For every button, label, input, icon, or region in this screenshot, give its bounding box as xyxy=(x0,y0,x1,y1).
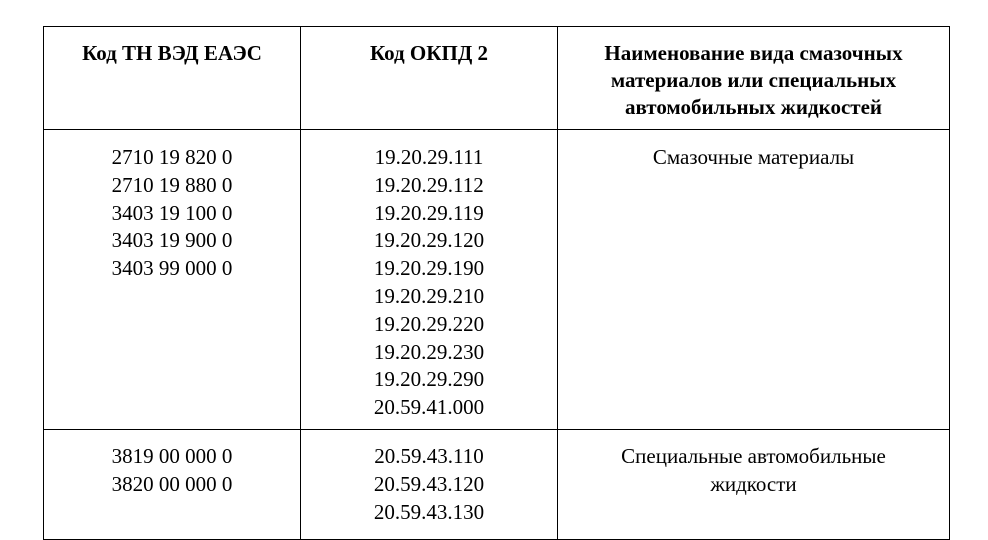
okpd-code: 20.59.43.130 xyxy=(373,499,485,524)
cell-name xyxy=(558,130,950,430)
cell-okpd xyxy=(301,130,558,430)
okpd-code: 19.20.29.220 xyxy=(373,311,485,336)
header-tn-ved xyxy=(44,27,301,130)
material-name: Смазочные материалы xyxy=(652,145,855,169)
tn-ved-code: 2710 19 880 0 xyxy=(111,172,233,197)
okpd-code: 19.20.29.290 xyxy=(373,367,485,392)
cell-tn-ved xyxy=(44,430,301,540)
table-row xyxy=(44,430,950,540)
tn-ved-code: 3403 99 000 0 xyxy=(111,256,233,281)
header-name xyxy=(558,27,950,130)
okpd-code: 19.20.29.120 xyxy=(373,228,485,253)
okpd-code: 20.59.43.120 xyxy=(373,471,485,496)
okpd-code: 19.20.29.210 xyxy=(373,283,485,308)
okpd-code: 19.20.29.230 xyxy=(373,339,485,364)
tn-ved-code: 3403 19 900 0 xyxy=(111,228,233,253)
okpd-code: 20.59.43.110 xyxy=(374,444,484,468)
okpd-code: 19.20.29.111 xyxy=(374,145,484,169)
okpd-code: 20.59.41.000 xyxy=(373,395,485,420)
classification-table xyxy=(43,26,950,540)
material-name: Специальные автомобильные жидкости xyxy=(621,444,886,496)
table-row xyxy=(44,130,950,430)
tn-ved-code: 3403 19 100 0 xyxy=(111,200,233,225)
okpd-code: 19.20.29.112 xyxy=(374,172,484,197)
header-tn-ved-label: Код ТН ВЭД ЕАЭС xyxy=(82,41,262,65)
tn-ved-code: 3819 00 000 0 xyxy=(111,444,233,468)
tn-ved-code: 3820 00 000 0 xyxy=(111,471,233,496)
okpd-code: 19.20.29.190 xyxy=(373,256,485,281)
header-okpd xyxy=(301,27,558,130)
tn-ved-code: 2710 19 820 0 xyxy=(111,145,233,169)
table-header-row xyxy=(44,27,950,130)
header-okpd-label: Код ОКПД 2 xyxy=(369,41,489,65)
cell-okpd xyxy=(301,430,558,540)
okpd-code: 19.20.29.119 xyxy=(374,200,484,225)
cell-tn-ved xyxy=(44,130,301,430)
cell-name xyxy=(558,430,950,540)
header-name-label: Наименование вида смазочных материалов или специальных автомобильных жидкостей xyxy=(604,41,903,119)
